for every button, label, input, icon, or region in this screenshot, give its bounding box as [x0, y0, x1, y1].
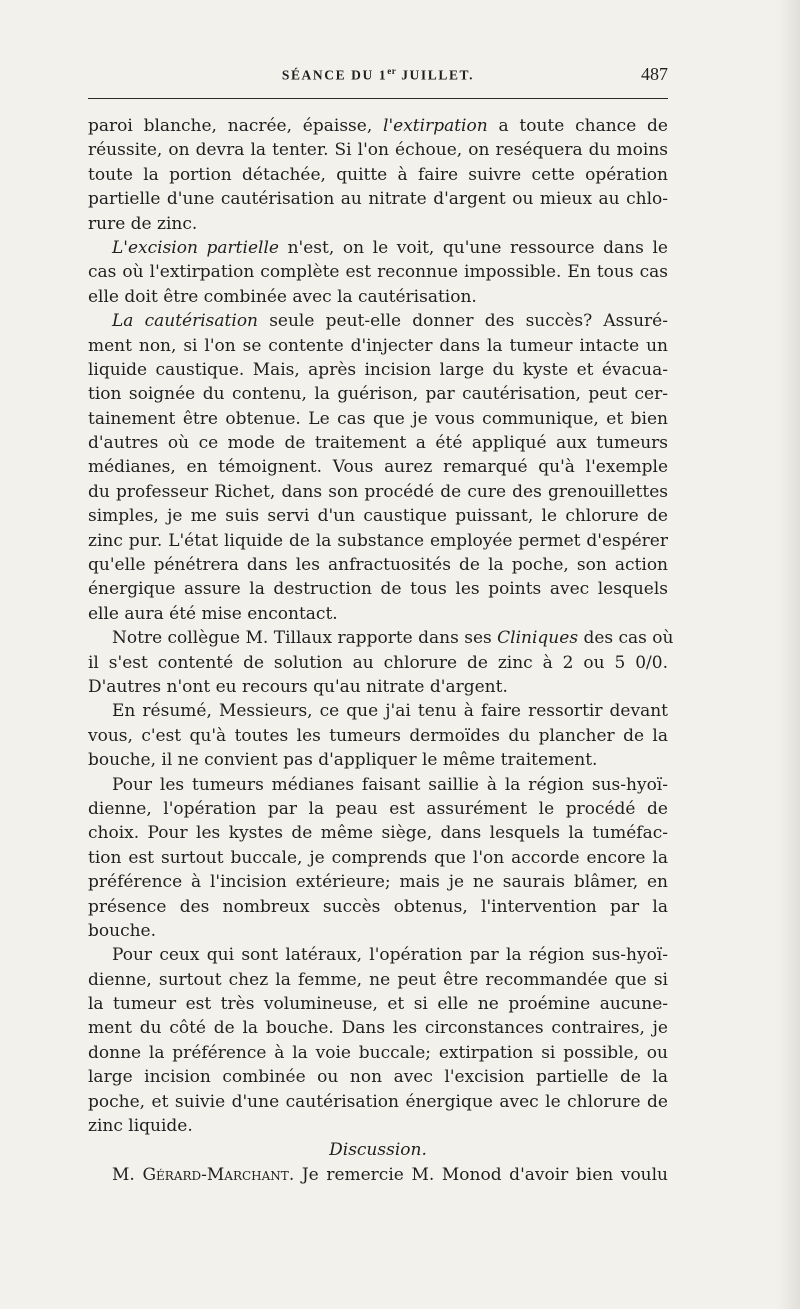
- speaker-name: Gérard-Marchant: [142, 1164, 289, 1185]
- text-line: la tumeur est très volumineuse, et si elle ne proémine aucune-: [88, 994, 668, 1015]
- text-line: tion est surtout buccale, je comprends que l'on accorde encore la: [88, 847, 668, 868]
- text-line: donne la préférence à la voie buccale; extirpation si possible, ou: [88, 1042, 668, 1063]
- text-line: partielle d'une cautérisation au nitrate d'argent ou mieux au chlo-: [88, 189, 668, 210]
- text-line: présence des nombreux succès obtenus, l'intervention par la: [88, 896, 668, 917]
- text-line: Pour ceux qui sont latéraux, l'opération par la région sus-hyoï-: [112, 945, 668, 966]
- text-line: choix. Pour les kystes de même siège, dans lesquels la tuméfac-: [88, 823, 668, 844]
- text-line: qu'elle pénétrera dans les anfractuosités de la poche, son action: [88, 555, 668, 576]
- running-head: SÉANCE DU 1er JUILLET.: [281, 66, 475, 83]
- speaker-line: M. Gérard-Marchant. Je remercie M. Monod d'avoir bien voulu: [112, 1164, 669, 1185]
- text-line: toute la portion détachée, quitte à faire suivre cette opération: [88, 164, 668, 185]
- text-line: large incision combinée ou non avec l'excision partielle de la: [88, 1067, 668, 1088]
- text-line: En résumé, Messieurs, ce que j'ai tenu à faire ressortir devant: [112, 701, 668, 722]
- text-line: Notre collègue M. Tillaux rapporte dans ses Cliniques des cas où: [112, 628, 674, 649]
- page-edge-shadow: [778, 0, 800, 1309]
- text-line: dienne, l'opération par la peau est assurément le procédé de: [88, 798, 668, 819]
- text-line: rure de zinc.: [88, 213, 198, 234]
- text-line: elle doit être combinée avec la cautérisation.: [88, 286, 477, 307]
- text-line: liquide caustique. Mais, après incision large du kyste et évacua-: [88, 359, 668, 380]
- text-line: Pour les tumeurs médianes faisant saillie à la région sus-hyoï-: [112, 774, 668, 795]
- text-line: du professeur Richet, dans son procédé de cure des grenouillettes: [88, 481, 668, 502]
- text-line: préférence à l'incision extérieure; mais je ne saurais blâmer, en: [88, 872, 668, 893]
- text-line: bouche, il ne convient pas d'appliquer le même traitement.: [88, 750, 598, 771]
- text-line: cas où l'extirpation complète est reconnue impossible. En tous cas: [88, 262, 668, 283]
- text-line: simples, je me suis servi d'un caustique puissant, le chlorure de: [88, 506, 668, 527]
- body-text: [88, 114, 674, 1187]
- text-line: paroi blanche, nacrée, épaisse, l'extirpation a toute chance de: [88, 116, 668, 136]
- text-line: énergique assure la destruction de tous les points avec lesquels: [88, 579, 668, 600]
- text-line: il s'est contenté de solution au chlorure de zinc à 2 ou 5 0/0.: [88, 652, 668, 673]
- text-line: D'autres n'ont eu recours qu'au nitrate d'argent.: [88, 676, 508, 697]
- text-line: ment non, si l'on se contente d'injecter dans la tumeur intacte un: [88, 335, 668, 356]
- text-line: poche, et suivie d'une cautérisation énergique avec le chlorure de: [88, 1091, 668, 1112]
- text-line: tainement être obtenue. Le cas que je vous communique, et bien: [88, 408, 668, 429]
- text-line: La cautérisation seule peut-elle donner des succès? Assuré-: [112, 311, 668, 332]
- text-line: zinc liquide.: [88, 1116, 193, 1137]
- section-heading-discussion: Discussion.: [329, 1140, 427, 1161]
- text-line: dienne, surtout chez la femme, ne peut être recommandée que si: [88, 969, 668, 990]
- text-line: réussite, on devra la tenter. Si l'on échoue, on reséquera du moins: [88, 140, 668, 161]
- text-line: médianes, en témoignent. Vous aurez remarqué qu'à l'exemple: [88, 457, 668, 478]
- text-line: zinc pur. L'état liquide de la substance employée permet d'espérer: [88, 530, 668, 551]
- text-line: ment du côté de la bouche. Dans les circonstances contraires, je: [88, 1018, 668, 1039]
- text-line: tion soignée du contenu, la guérison, par cautérisation, peut cer-: [88, 384, 668, 405]
- text-line: L'excision partielle n'est, on le voit, qu'une ressource dans le: [112, 237, 668, 258]
- page-number: 487: [641, 64, 668, 84]
- text-line: bouche.: [88, 920, 156, 941]
- text-line: elle aura été mise encontact.: [88, 603, 338, 624]
- text-line: vous, c'est qu'à toutes les tumeurs dermoïdes du plancher de la: [88, 725, 668, 746]
- text-line: d'autres où ce mode de traitement a été appliqué aux tumeurs: [88, 433, 668, 454]
- page-header: [88, 58, 668, 99]
